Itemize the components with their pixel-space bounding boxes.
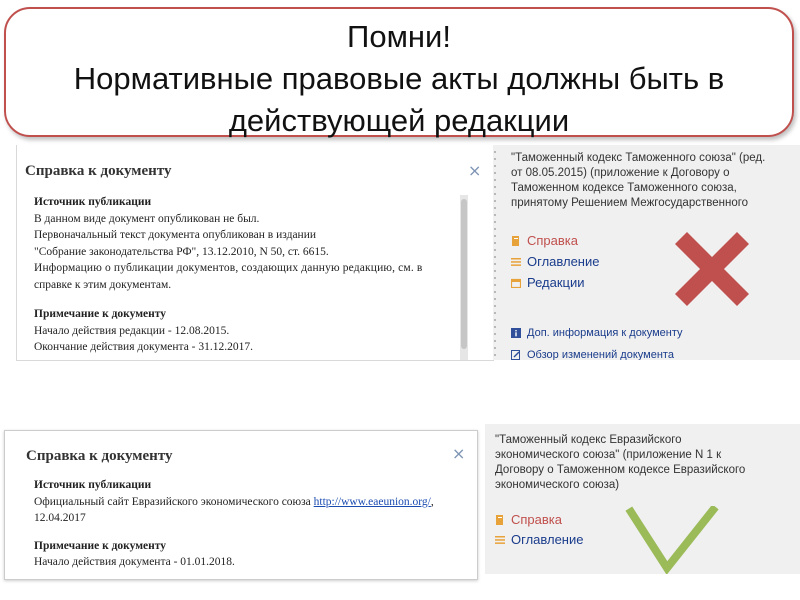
- source-line: "Собрание законодательства РФ", 13.12.2010, N 50, ст. 6615.: [34, 246, 329, 258]
- calendar-icon: [511, 278, 521, 288]
- source-text: ,: [430, 496, 434, 508]
- callout-text-line2: действующей редакции: [228, 103, 570, 138]
- note-line: Начало действия редакции - 12.08.2015.: [34, 325, 230, 337]
- document-title-line: принятому Решением Межгосударственного: [511, 197, 749, 209]
- document-icon: [495, 515, 505, 525]
- note-heading: Примечание к документу: [34, 308, 167, 320]
- sidebar-item-oglavlenie[interactable]: [495, 532, 583, 547]
- document-title-line: Таможенном кодексе Таможенного союза,: [511, 182, 737, 194]
- sidebar-item-label: Оглавление: [527, 254, 600, 269]
- sidebar-item-label: Справка: [527, 233, 578, 248]
- panel-title: Справка к документу: [25, 163, 172, 179]
- document-title-line: экономического союза): [495, 479, 620, 491]
- source-line: справке к этим документам.: [34, 279, 172, 291]
- callout-title: Помни!: [347, 19, 451, 54]
- sidebar-item-redakcii[interactable]: [511, 275, 585, 290]
- sidebar-item-label: Редакции: [527, 275, 585, 290]
- source-text: Официальный сайт Евразийского экономического союза: [34, 496, 314, 508]
- list-icon: [495, 535, 505, 545]
- scrollbar[interactable]: [460, 195, 468, 360]
- source-heading: Источник публикации: [34, 196, 152, 208]
- checkmark-icon: [625, 506, 720, 574]
- document-title-line: "Таможенный кодекс Евразийского: [495, 434, 682, 446]
- list-icon: [511, 257, 521, 267]
- sidebar-item-spravka[interactable]: [495, 512, 562, 527]
- note-line: Начало действия документа - 01.01.2018.: [34, 556, 235, 568]
- sidebar-item-label: Оглавление: [511, 532, 584, 547]
- sidebar-item-label: Доп. информация к документу: [527, 327, 683, 339]
- sidebar-item-obzor[interactable]: [511, 349, 674, 360]
- cross-icon: [671, 230, 753, 308]
- info-icon: [511, 328, 521, 338]
- panel-title: Справка к документу: [26, 448, 173, 464]
- reminder-callout: [4, 7, 794, 137]
- scrollbar-thumb[interactable]: [461, 199, 467, 349]
- source-line: 12.04.2017: [34, 512, 86, 524]
- note-line: Окончание действия документа - 31.12.2017.: [34, 341, 254, 353]
- document-title-line: Договору о Таможенном кодексе Евразийского: [495, 464, 746, 476]
- document-title-line: экономического союза" (приложение N 1 к: [495, 449, 722, 461]
- source-link[interactable]: http://www.eaeunion.org/: [313, 496, 431, 508]
- source-line: [34, 496, 434, 508]
- callout-text-line1: Нормативные правовые акты должны быть в: [73, 61, 725, 96]
- document-sidebar-old: [493, 145, 800, 360]
- source-line: Первоначальный текст документа опубликован в издании: [34, 229, 317, 241]
- edit-icon: [511, 350, 521, 360]
- sidebar-item-label: Обзор изменений документа: [527, 349, 674, 360]
- sidebar-item-spravka[interactable]: [511, 233, 578, 248]
- document-sidebar-new: [485, 424, 800, 574]
- document-title-line: от 08.05.2015) (приложение к Договору о: [511, 167, 730, 179]
- sidebar-item-label: Справка: [511, 512, 562, 527]
- document-icon: [511, 236, 521, 246]
- note-heading: Примечание к документу: [34, 540, 167, 552]
- sidebar-item-dop-info[interactable]: [511, 327, 683, 339]
- sidebar-item-oglavlenie[interactable]: [511, 254, 599, 269]
- document-title-line: "Таможенный кодекс Таможенного союза" (ред.: [511, 152, 766, 164]
- panel-divider: [494, 151, 497, 360]
- document-reference-panel-old: [16, 145, 494, 361]
- close-icon[interactable]: ×: [468, 161, 482, 180]
- close-icon[interactable]: ×: [452, 444, 466, 463]
- document-reference-panel-new: [4, 430, 478, 580]
- source-line: В данном виде документ опубликован не был.: [34, 213, 260, 225]
- source-heading: Источник публикации: [34, 479, 152, 491]
- source-line: Информацию о публикации документов, создающих данную редакцию, см. в: [34, 262, 423, 274]
